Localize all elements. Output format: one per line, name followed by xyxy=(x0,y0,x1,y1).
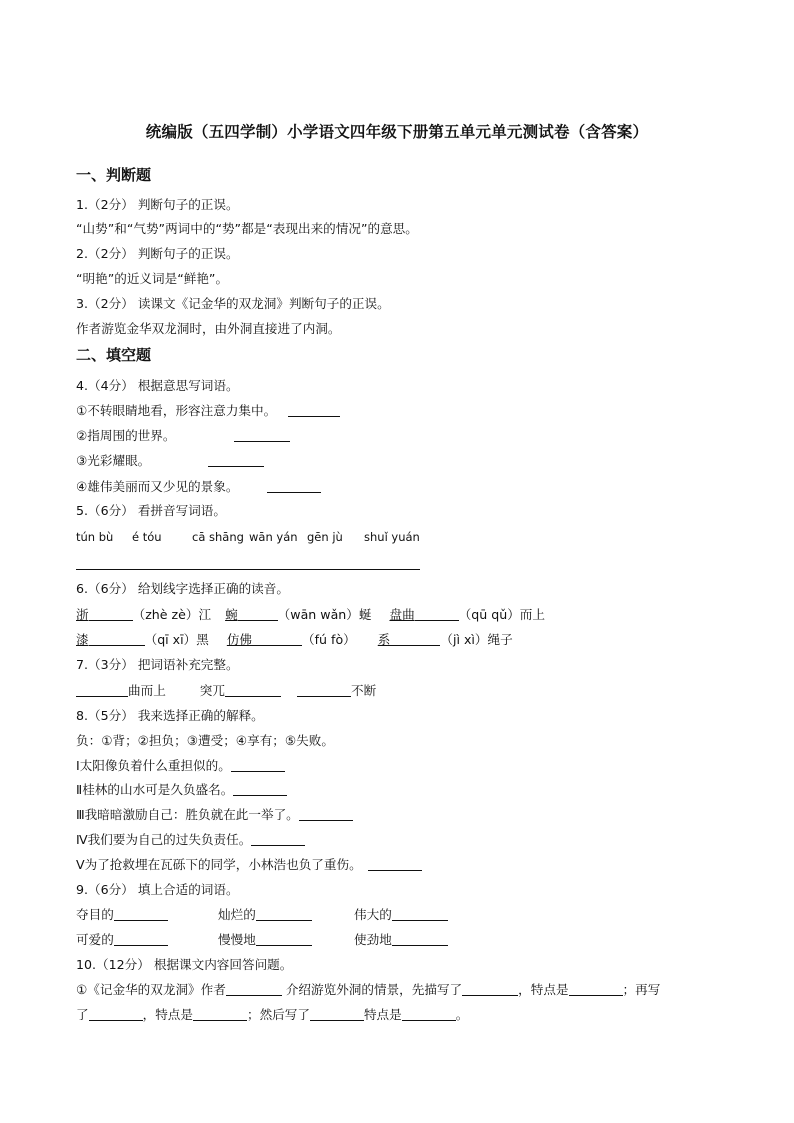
pinyin-label: gēn jù xyxy=(307,530,343,544)
question-9-row: 夺目的 灿烂的 伟大的 xyxy=(76,907,448,923)
question-7-head: 7.（3分） 把词语补充完整。 xyxy=(76,657,239,672)
pinyin-answer-line[interactable] xyxy=(76,569,420,570)
answer-blank[interactable] xyxy=(392,933,448,946)
question-3-head: 3.（2分） 读课文《记金华的双龙洞》判断句子的正误。 xyxy=(76,296,390,311)
question-8-definitions: 负：①背；②担负；③遭受；④享有；⑤失败。 xyxy=(76,733,334,748)
answer-blank[interactable] xyxy=(226,983,282,996)
question-2-head: 2.（2分） 判断句子的正误。 xyxy=(76,246,239,261)
answer-blank[interactable] xyxy=(193,1008,247,1021)
answer-blank[interactable] xyxy=(297,684,351,697)
answer-blank[interactable] xyxy=(462,983,518,996)
question-4-item: ④雄伟美丽而又少见的景象。 xyxy=(76,479,321,495)
answer-blank[interactable] xyxy=(390,633,440,646)
question-2-statement: “明艳”的近义词是“鲜艳”。 xyxy=(76,271,229,286)
section-heading-judgment: 一、判断题 xyxy=(76,166,152,184)
question-8-item: Ⅰ太阳像负着什么重担似的。 xyxy=(76,758,285,774)
answer-blank[interactable] xyxy=(234,429,290,442)
answer-blank[interactable] xyxy=(402,1008,456,1021)
question-9-head: 9.（6分） 填上合适的词语。 xyxy=(76,882,239,897)
answer-blank[interactable] xyxy=(76,684,128,697)
pinyin-label: shuǐ yuán xyxy=(364,530,420,544)
answer-blank[interactable] xyxy=(225,684,281,697)
question-10-head: 10.（12分） 根据课文内容回答问题。 xyxy=(76,957,293,972)
answer-blank[interactable] xyxy=(569,983,623,996)
answer-blank[interactable] xyxy=(392,908,448,921)
question-4-item: ③光彩耀眼。 xyxy=(76,453,264,469)
question-8-item: Ⅱ桂林的山水可是久负盛名。 xyxy=(76,782,287,798)
question-4-head: 4.（4分） 根据意思写词语。 xyxy=(76,378,239,393)
page-title: 统编版（五四学制）小学语文四年级下册第五单元单元测试卷（含答案） xyxy=(145,123,649,141)
answer-blank[interactable] xyxy=(89,1008,143,1021)
question-1-head: 1.（2分） 判断句子的正误。 xyxy=(76,197,239,212)
answer-blank[interactable] xyxy=(288,404,340,417)
answer-blank[interactable] xyxy=(238,608,278,621)
question-5-head: 5.（6分） 看拼音写词语。 xyxy=(76,503,226,518)
answer-blank[interactable] xyxy=(256,933,312,946)
question-3-statement: 作者游览金华双龙洞时，由外洞直接进了内洞。 xyxy=(76,321,341,336)
question-10-line: 了 ，特点是 ；然后写了 特点是 。 xyxy=(76,1007,469,1022)
pinyin-label: wān yán xyxy=(249,530,298,544)
answer-blank[interactable] xyxy=(208,454,264,467)
answer-blank[interactable] xyxy=(368,858,422,871)
pinyin-label: cā shāng xyxy=(192,530,244,544)
question-6-head: 6.（6分） 给划线字选择正确的读音。 xyxy=(76,581,289,596)
answer-blank[interactable] xyxy=(89,608,133,621)
answer-blank[interactable] xyxy=(310,1008,364,1021)
answer-blank[interactable] xyxy=(233,783,287,796)
question-8-item: Ⅳ我们要为自己的过失负责任。 xyxy=(76,832,305,848)
question-8-head: 8.（5分） 我来选择正确的解释。 xyxy=(76,708,264,723)
question-7-row: 曲而上 突兀 不断 xyxy=(76,683,376,699)
answer-blank[interactable] xyxy=(114,933,168,946)
question-10-line: ①《记金华的双龙洞》作者 介绍游览外洞的情景，先描写了 ，特点是 ；再写 xyxy=(76,982,661,997)
answer-blank[interactable] xyxy=(114,908,168,921)
answer-blank[interactable] xyxy=(415,608,459,621)
answer-blank[interactable] xyxy=(299,808,353,821)
question-6-row: 漆 （qī xī）黑 仿佛 （fú fò） 系 （jì xì）绳子 xyxy=(76,632,513,647)
answer-blank[interactable] xyxy=(231,759,285,772)
answer-blank[interactable] xyxy=(89,633,145,646)
question-1-statement: “山势”和“气势”两词中的“势”都是“表现出来的情况”的意思。 xyxy=(76,221,418,236)
question-8-item: Ⅲ我暗暗激励自己：胜负就在此一举了。 xyxy=(76,807,353,823)
answer-blank[interactable] xyxy=(252,633,302,646)
answer-blank[interactable] xyxy=(256,908,312,921)
pinyin-label: tún bù xyxy=(76,530,114,544)
question-4-item: ②指周围的世界。 xyxy=(76,428,290,444)
question-6-row: 浙 （zhè zè）江 蜿 （wān wǎn）蜒 盘曲 （qū qǔ）而上 xyxy=(76,607,545,622)
question-4-item: ①不转眼睛地看，形容注意力集中。 xyxy=(76,403,340,419)
section-heading-fill-in: 二、填空题 xyxy=(76,346,152,364)
pinyin-label: é tóu xyxy=(132,530,162,544)
answer-blank[interactable] xyxy=(251,833,305,846)
question-9-row: 可爱的 慢慢地 使劲地 xyxy=(76,932,448,948)
question-8-item: Ⅴ为了抢救埋在瓦砾下的同学，小林浩也负了重伤。 xyxy=(76,857,422,873)
answer-blank[interactable] xyxy=(267,480,321,493)
